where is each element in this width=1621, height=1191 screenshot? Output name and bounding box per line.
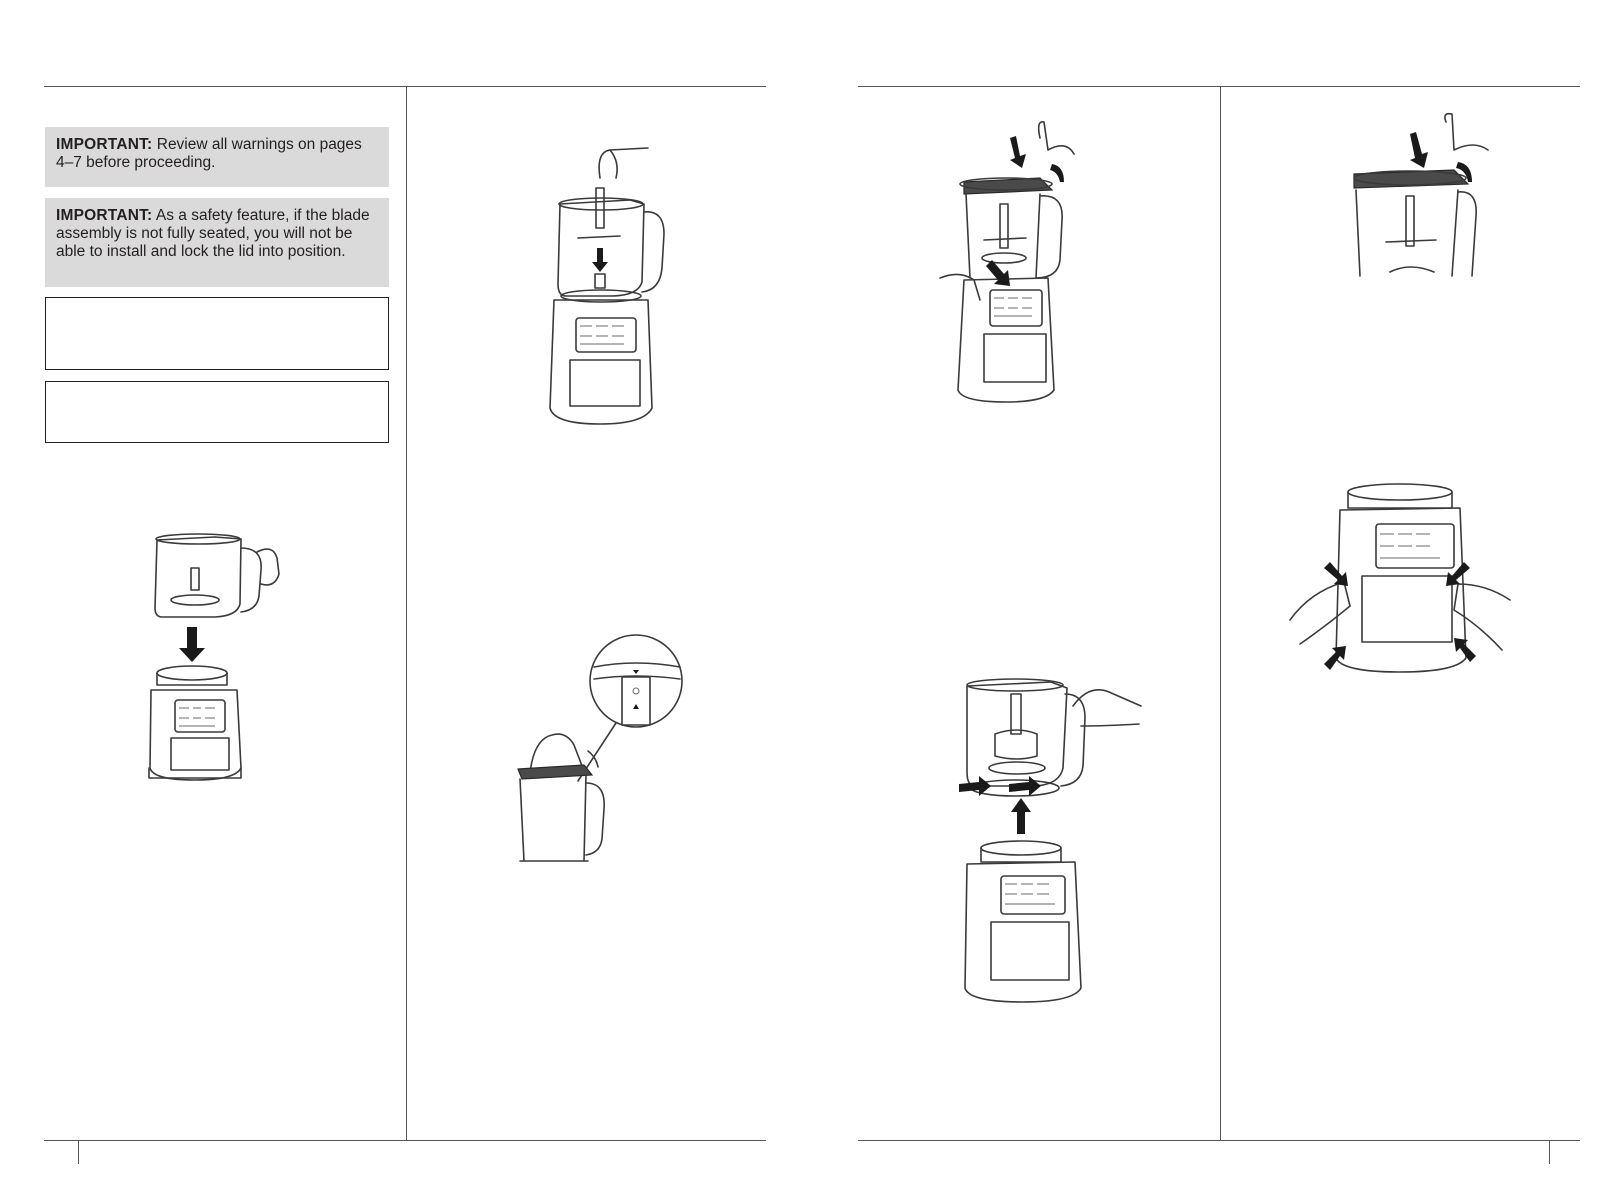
- remove-bowl-from-base-illustration: [955, 672, 1145, 1007]
- top-rule-left: [44, 86, 766, 87]
- lock-lid-detail-illustration: [512, 633, 687, 873]
- bottom-rule-right: [858, 1140, 1580, 1141]
- important-label: IMPORTANT:: [56, 136, 153, 153]
- hold-motor-base-illustration: [1290, 480, 1510, 680]
- bottom-rule-left: [44, 1140, 766, 1141]
- column-divider-right: [1220, 86, 1221, 1140]
- important-notice-warnings: [45, 127, 389, 187]
- important-text: Review all warnings on pages 4–7 before proceeding.: [56, 136, 362, 171]
- important-text: As a safety feature, if the blade assembly is not fully seated, you will not be able to install and lock the lid into position.: [56, 207, 370, 260]
- insert-blade-assembly-illustration: [540, 148, 700, 438]
- press-lid-and-control-panel-illustration: [940, 120, 1090, 420]
- column-divider-left: [406, 86, 407, 1140]
- top-rule-right: [858, 86, 1580, 87]
- empty-note-box-1: [45, 297, 389, 370]
- page-number-tick-left: [78, 1140, 79, 1164]
- page-number-tick-right: [1549, 1140, 1550, 1164]
- press-lid-release-illustration: [1350, 112, 1500, 282]
- bowl-on-motor-base-illustration: [145, 530, 285, 810]
- empty-note-box-2: [45, 381, 389, 443]
- important-label: IMPORTANT:: [56, 207, 153, 224]
- important-notice-blade: [45, 198, 389, 287]
